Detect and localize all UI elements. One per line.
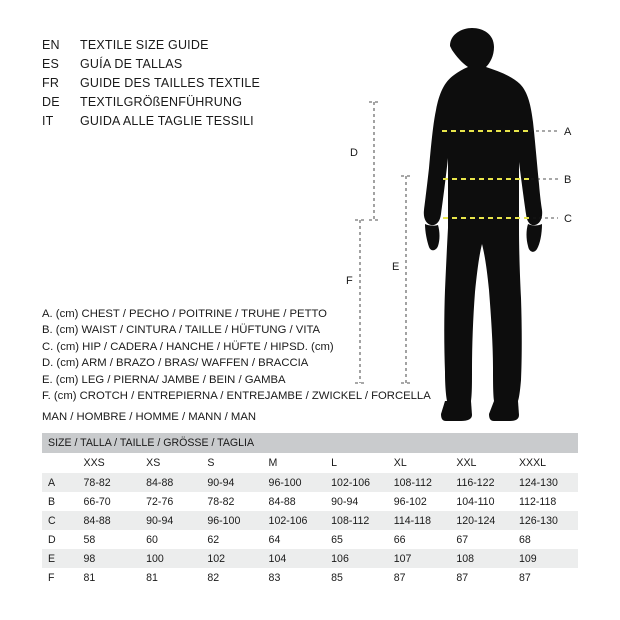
legend-line-d: D. (cm) ARM / BRAZO / BRAS/ WAFFEN / BRACCIA: [42, 357, 309, 370]
cell-f-xxxl: 87: [513, 568, 578, 587]
table-row: [42, 492, 578, 511]
row-label-a: A: [42, 473, 78, 492]
cell-a-l: 102-106: [325, 473, 388, 492]
size-table-wrap: [42, 433, 578, 587]
cell-f-xl: 87: [388, 568, 451, 587]
language-title-block: [42, 38, 372, 133]
body-silhouette: [424, 28, 542, 421]
cell-b-m: 84-88: [263, 492, 326, 511]
cell-e-m: 104: [263, 549, 326, 568]
cell-b-xxs: 66-70: [78, 492, 141, 511]
language-code-es: ES: [42, 57, 60, 71]
col-header-m: M: [263, 453, 326, 473]
table-header-row: [42, 453, 578, 473]
language-code-de: DE: [42, 95, 60, 109]
cell-a-xxl: 116-122: [450, 473, 513, 492]
language-code-en: EN: [42, 38, 60, 52]
row-label-b: B: [42, 492, 78, 511]
cell-e-s: 102: [201, 549, 262, 568]
mannequin-figure: [330, 28, 592, 428]
language-row-en: [42, 38, 372, 57]
cell-e-xxl: 108: [450, 549, 513, 568]
language-text-en: TEXTILE SIZE GUIDE: [80, 38, 209, 52]
figure-label-a: A: [564, 126, 572, 138]
cell-a-s: 90-94: [201, 473, 262, 492]
legend-line-a: A. (cm) CHEST / PECHO / POITRINE / TRUHE / PETTO: [42, 308, 327, 320]
col-header-blank: [42, 453, 78, 473]
size-table: [42, 433, 578, 587]
col-header-l: L: [325, 453, 388, 473]
cell-c-l: 108-112: [325, 511, 388, 530]
cell-c-xs: 90-94: [140, 511, 201, 530]
table-title: SIZE / TALLA / TAILLE / GRÖSSE / TAGLIA: [42, 433, 578, 453]
cell-b-l: 90-94: [325, 492, 388, 511]
cell-e-l: 106: [325, 549, 388, 568]
cell-c-xxs: 84-88: [78, 511, 141, 530]
table-title-row: [42, 433, 578, 453]
col-header-xl: XL: [388, 453, 451, 473]
cell-e-xxxl: 109: [513, 549, 578, 568]
cell-d-m: 64: [263, 530, 326, 549]
language-code-it: IT: [42, 114, 54, 128]
cell-e-xxs: 98: [78, 549, 141, 568]
table-row: [42, 530, 578, 549]
cell-c-m: 102-106: [263, 511, 326, 530]
legend-line-b: B. (cm) WAIST / CINTURA / TAILLE / HÜFTUNG / VITA: [42, 324, 321, 337]
cell-d-xxxl: 68: [513, 530, 578, 549]
cell-a-m: 96-100: [263, 473, 326, 492]
cell-f-xxl: 87: [450, 568, 513, 587]
cell-a-xxxl: 124-130: [513, 473, 578, 492]
legend-line-f: F. (cm) CROTCH / ENTREPIERNA / ENTREJAMBE / ZWICKEL / FORCELLA: [42, 390, 431, 403]
legend-line-e: E. (cm) LEG / PIERNA/ JAMBE / BEIN / GAMBA: [42, 373, 286, 386]
language-row-it: [42, 114, 372, 133]
figure-label-b: B: [564, 174, 572, 186]
row-label-e: E: [42, 549, 78, 568]
cell-b-s: 78-82: [201, 492, 262, 511]
cell-e-xs: 100: [140, 549, 201, 568]
col-header-xxs: XXS: [78, 453, 141, 473]
language-code-fr: FR: [42, 76, 60, 90]
cell-c-s: 96-100: [201, 511, 262, 530]
cell-b-xs: 72-76: [140, 492, 201, 511]
cell-b-xxxl: 112-118: [513, 492, 578, 511]
table-row: [42, 511, 578, 530]
language-row-de: [42, 95, 372, 114]
figure-label-c: C: [564, 213, 572, 225]
cell-f-xs: 81: [140, 568, 201, 587]
cell-a-xs: 84-88: [140, 473, 201, 492]
col-header-xxxl: XXXL: [513, 453, 578, 473]
table-row: [42, 473, 578, 492]
row-label-f: F: [42, 568, 78, 587]
dimension-brackets: [355, 102, 411, 383]
col-header-xxl: XXL: [450, 453, 513, 473]
language-text-de: TEXTILGRÖßENFÜHRUNG: [80, 95, 243, 109]
cell-d-s: 62: [201, 530, 262, 549]
cell-c-xl: 114-118: [388, 511, 451, 530]
col-header-s: S: [201, 453, 262, 473]
cell-d-xxl: 67: [450, 530, 513, 549]
cell-b-xxl: 104-110: [450, 492, 513, 511]
cell-d-l: 65: [325, 530, 388, 549]
gender-label: MAN / HOMBRE / HOMME / MANN / MAN: [42, 411, 257, 423]
legend-line-c: C. (cm) HIP / CADERA / HANCHE / HÜFTE / HIPSD. (cm): [42, 340, 334, 353]
cell-a-xxs: 78-82: [78, 473, 141, 492]
col-header-xs: XS: [140, 453, 201, 473]
cell-d-xs: 60: [140, 530, 201, 549]
cell-d-xxs: 58: [78, 530, 141, 549]
cell-c-xxl: 120-124: [450, 511, 513, 530]
cell-d-xl: 66: [388, 530, 451, 549]
row-label-d: D: [42, 530, 78, 549]
language-row-es: [42, 57, 372, 76]
cell-b-xl: 96-102: [388, 492, 451, 511]
cell-f-m: 83: [263, 568, 326, 587]
language-text-it: GUIDA ALLE TAGLIE TESSILI: [80, 114, 254, 128]
row-label-c: C: [42, 511, 78, 530]
language-text-es: GUÍA DE TALLAS: [80, 57, 183, 71]
language-row-fr: [42, 76, 372, 95]
cell-f-l: 85: [325, 568, 388, 587]
figure-label-e: E: [392, 261, 400, 273]
cell-e-xl: 107: [388, 549, 451, 568]
language-text-fr: GUIDE DES TAILLES TEXTILE: [80, 76, 261, 90]
figure-label-d: D: [350, 147, 358, 159]
table-row: [42, 568, 578, 587]
cell-c-xxxl: 126-130: [513, 511, 578, 530]
cell-f-xxs: 81: [78, 568, 141, 587]
cell-f-s: 82: [201, 568, 262, 587]
cell-a-xl: 108-112: [388, 473, 451, 492]
figure-label-f: F: [346, 275, 353, 287]
table-row: [42, 549, 578, 568]
